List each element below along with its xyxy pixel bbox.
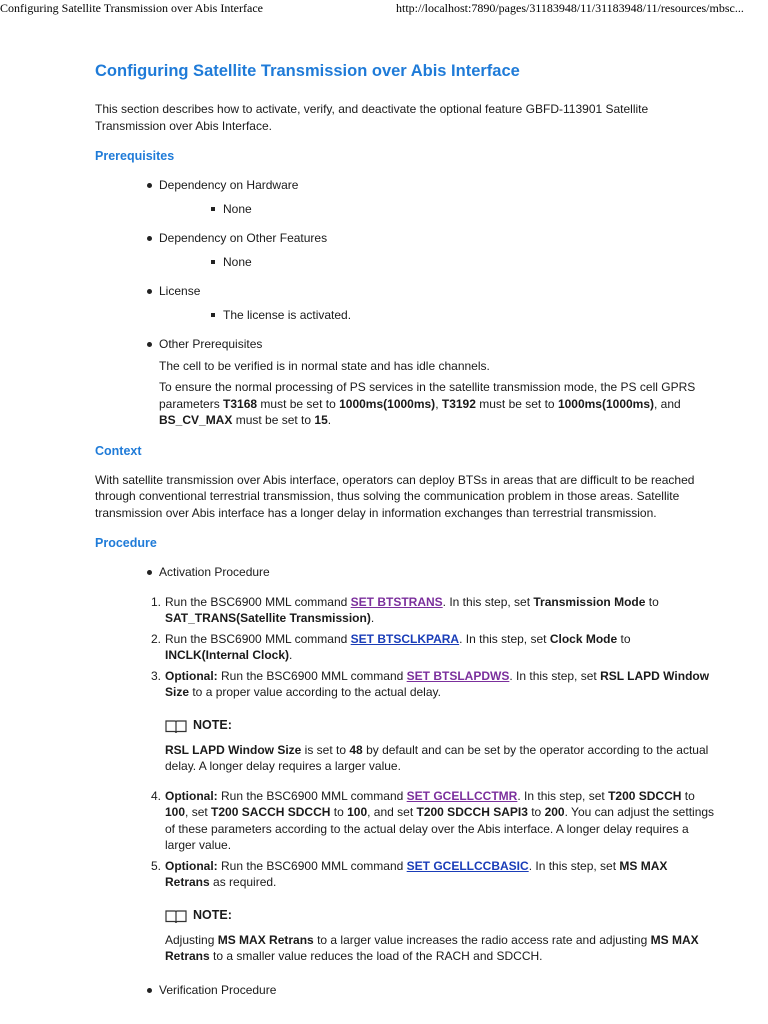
step-3: 3. Optional: Run the BSC6900 MML command SET BTSLAPDWS. In this step, set RSL LAPD Window Size to a proper value according to the actual delay. NOTE: RSL LAPD Window Size is set to 48 by default and can be set by the operator according to the actual delay. A longer delay requires a larger value. [95,668,715,775]
gprs-params-paragraph: To ensure the normal processing of PS services in the satellite transmission mode, the PS cell GPRS parameters T3168 must be set to 1000ms(1000ms), T3192 must be set to 1000ms(1000ms), and BS_CV_MAX must be set to 15. [159,380,696,427]
other-prereq-line: The cell to be verified is in normal state and has idle channels. [159,358,490,373]
book-icon [165,908,187,924]
set-gcellccbasic-link[interactable]: SET GCELLCCBASIC [406,858,529,873]
features-label: Dependency on Other Features [159,231,328,245]
prerequisites-heading: Prerequisites [95,149,175,163]
set-btslapdws-link[interactable]: SET BTSLAPDWS [406,668,510,683]
license-label: License [159,284,201,298]
list-item: None [159,254,715,271]
set-btsclkpara-link[interactable]: SET BTSCLKPARA [350,631,460,646]
prerequisites-list [95,177,715,429]
page-title: Configuring Satellite Transmission over Abis Interface [95,62,520,80]
book-icon [165,718,187,734]
context-heading: Context [95,443,142,458]
note-header [165,716,715,736]
note-block [165,716,715,775]
list-item [95,283,715,323]
other-prereq-label: Other Prerequisites [159,337,263,351]
sublist [159,201,715,218]
list-item [95,230,715,270]
step-5: 5. Optional: Run the BSC6900 MML command SET GCELLCCBASIC. In this step, set MS MAX Retrans as required. NOTE: Adjusting MS MAX Retrans to a larger value increases the radio access rate and adjusting MS MAX Retrans to a smaller value reduces the load of the RACH and SDCCH. [95,858,715,965]
list-item [95,177,715,217]
step-4: 4. Optional: Run the BSC6900 MML command SET GCELLCCTMR. In this step, set T200 SDCCH to 100, set T200 SACCH SDCCH to 100, and set T200 SDCCH SAPI3 to 200. You can adjust the settings of these parameters according to the actual delay over the Abis interface. A longer delay requires a larger value. [150,788,715,852]
set-btstrans-link[interactable]: SET BTSTRANS [350,594,443,609]
procedure-list [95,564,715,998]
note-text: Adjusting MS MAX Retrans to a larger value increases the radio access rate and adjusting MS MAX Retrans to a smaller value reduces the load of the RACH and SDCCH. [165,932,699,963]
list-item: The license is activated. [159,307,715,324]
procedure-heading: Procedure [95,536,157,550]
step-2: 2. Run the BSC6900 MML command SET BTSCLKPARA. In this step, set Clock Mode to INCLK(Internal Clock). [150,631,631,662]
step-1: 1. Run the BSC6900 MML command SET BTSTRANS. In this step, set Transmission Mode to SAT_TRANS(Satellite Transmission). [150,594,659,625]
list-item [95,336,715,429]
sublist [159,307,715,324]
note-label: NOTE: [193,718,232,733]
browser-header [0,0,768,18]
activation-steps [95,594,715,965]
sublist [159,254,715,271]
list-item: None [159,201,715,218]
note-block [165,906,715,965]
document-body [95,60,715,998]
verification-label: Verification Procedure [159,982,277,997]
activation-label: Activation Procedure [159,565,270,579]
context-paragraph: With satellite transmission over Abis interface, operators can deploy BTSs in areas that are difficult to be reached through conventional terrestrial transmission, thus solving the communication problem in those areas. Satellite transmission over Abis interface has a longer delay in information exchanges than terrestrial transmission. [95,472,695,520]
hardware-label: Dependency on Hardware [159,178,299,192]
note-text: RSL LAPD Window Size is set to 48 by default and can be set by the operator according to the actual delay. A longer delay requires a larger value. [165,742,709,773]
note-header [165,906,715,926]
list-item [95,982,715,999]
set-gcellcctmr-link[interactable]: SET GCELLCCTMR [406,788,518,803]
intro-paragraph: This section describes how to activate, verify, and deactivate the optional feature GBFD-113901 Satellite Transmission over Abis Interface. [95,102,649,133]
browser-page-title: Configuring Satellite Transmission over Abis Interface [0,1,263,15]
list-item [95,564,715,965]
browser-url: http://localhost:7890/pages/31183948/11/31183948/11/resources/mbsc... [396,1,744,15]
note-label: NOTE: [193,908,232,923]
